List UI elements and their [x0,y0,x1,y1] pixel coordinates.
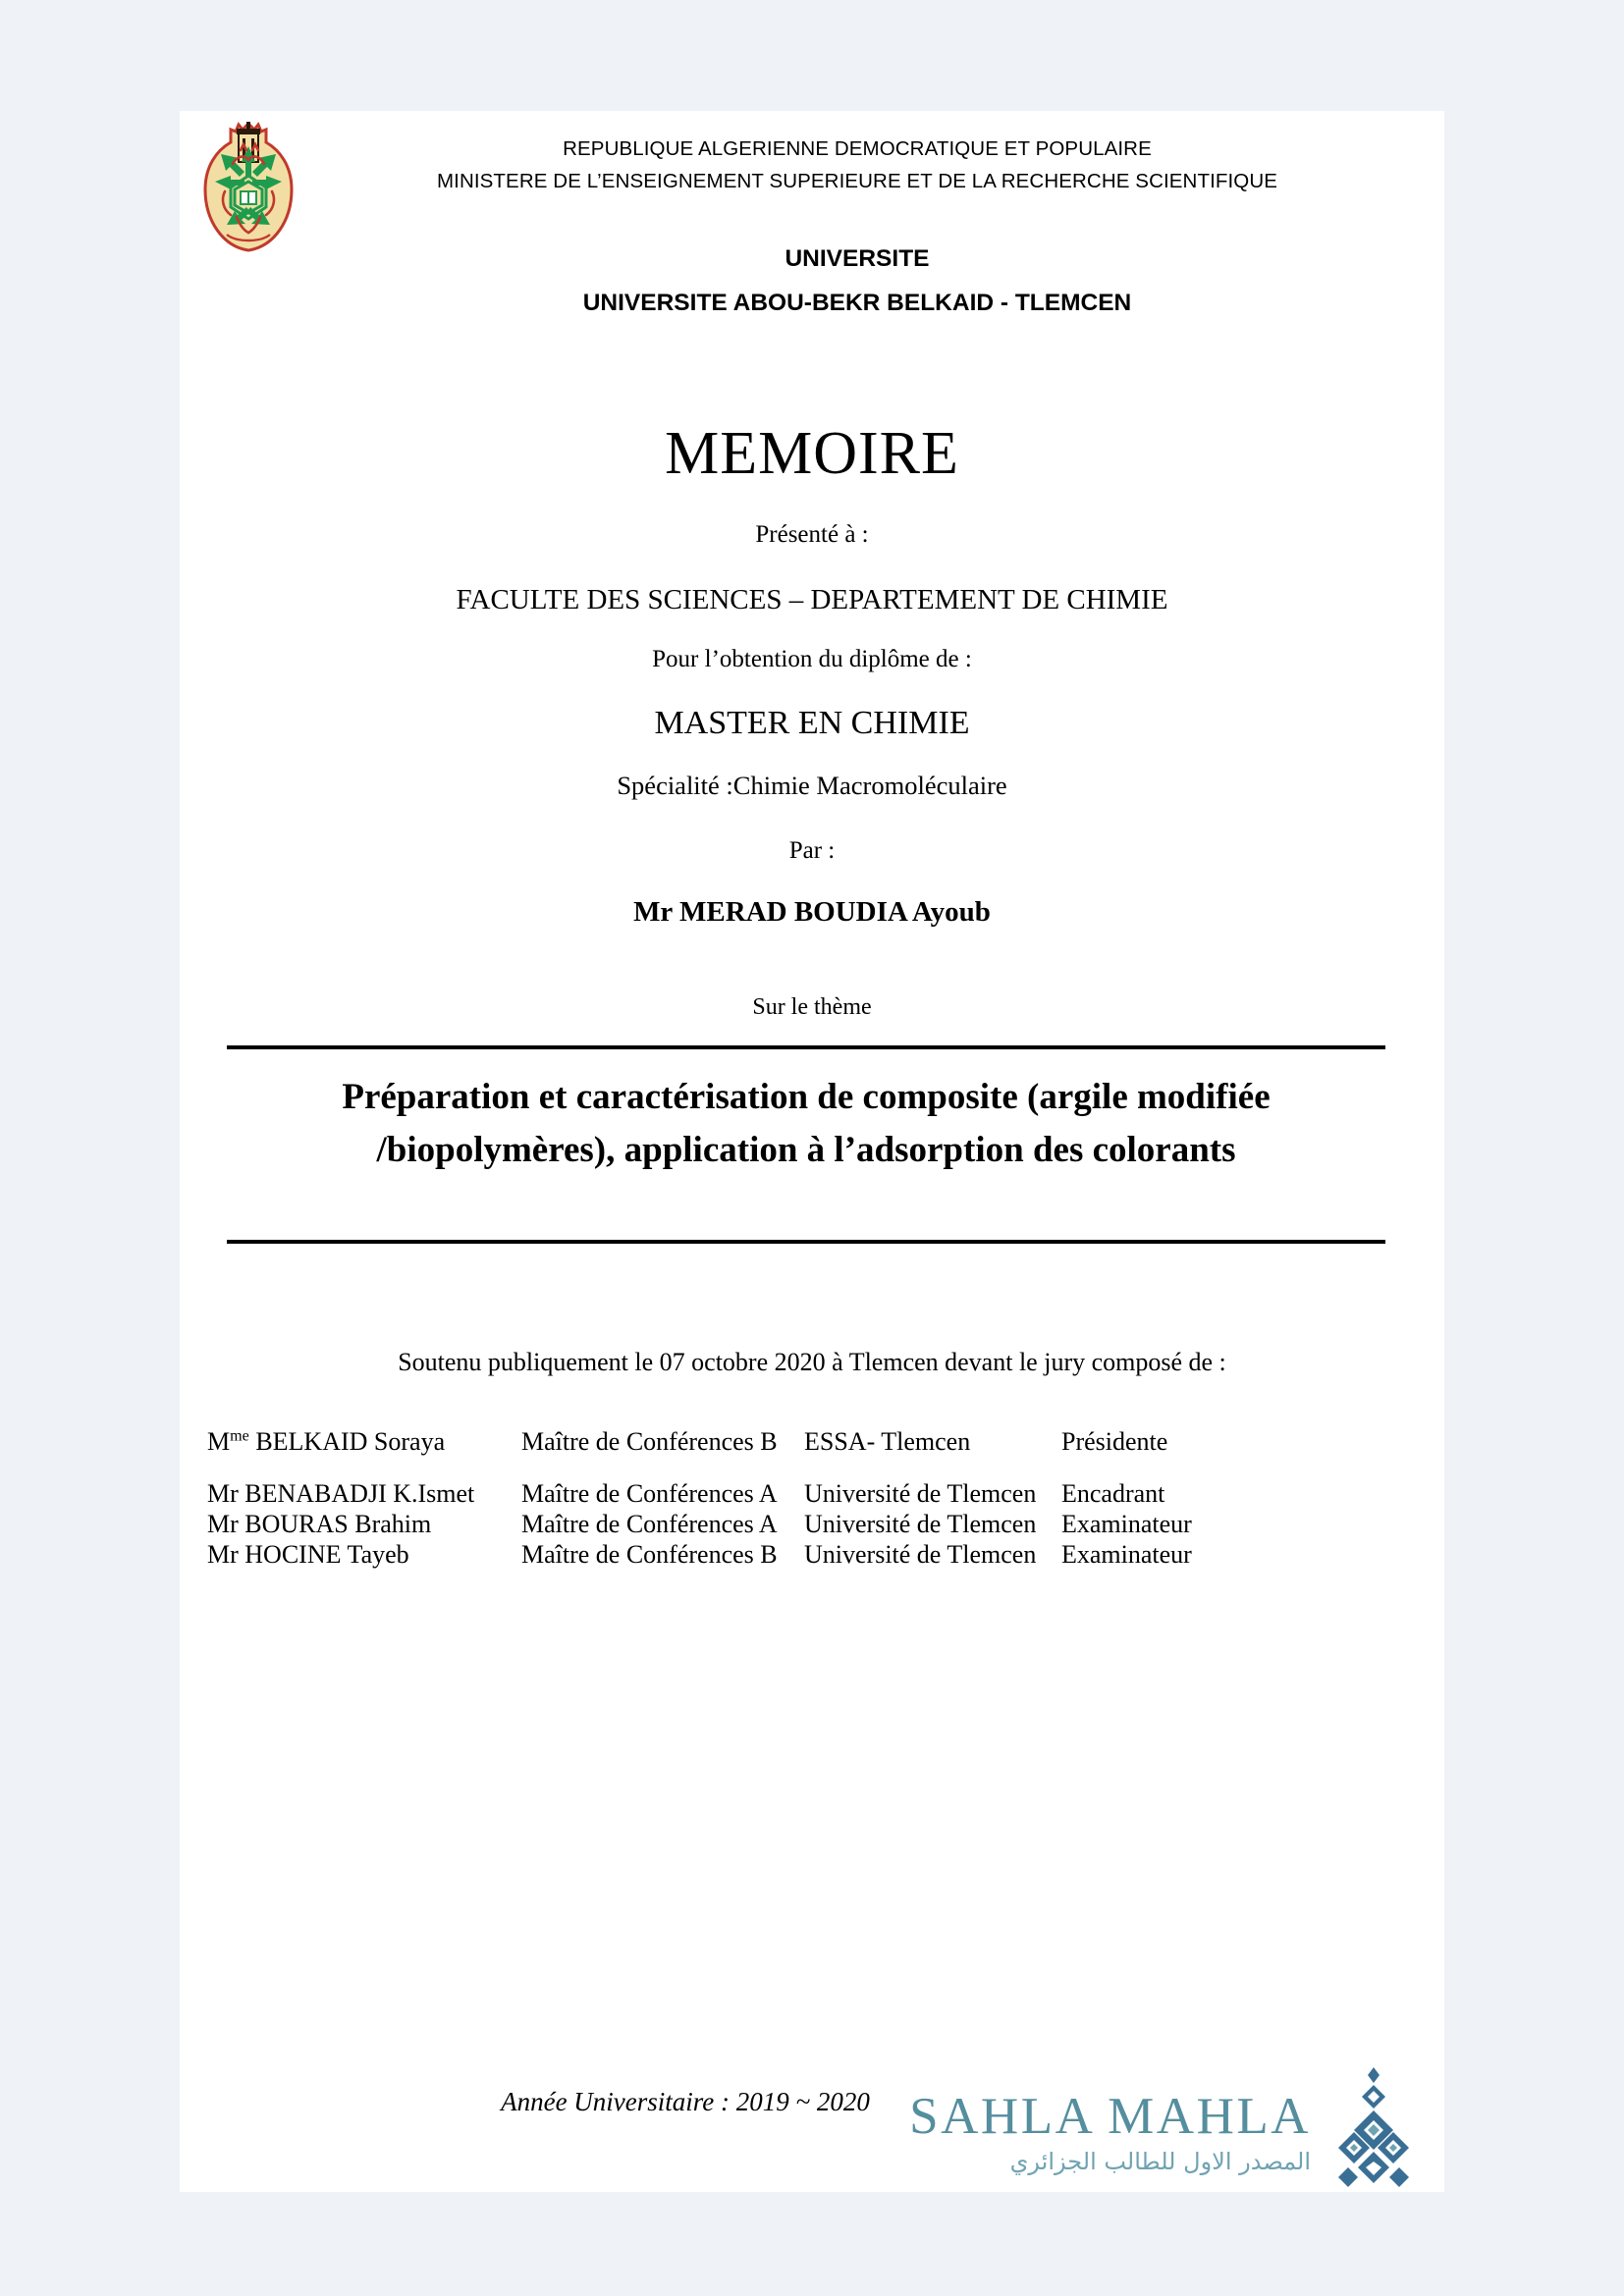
degree-name: MASTER EN CHIMIE [654,705,970,741]
sahla-mahla-watermark [781,2057,1429,2195]
defense-statement: Soutenu publiquement le 07 octobre 2020 à Tlemcen devant le jury composé de : [398,1348,1226,1376]
title-rule-bottom [227,1240,1385,1244]
jury-member-name: Mr HOCINE Tayeb [207,1540,409,1569]
jury-title-prefix: M [207,1427,231,1456]
speciality-line: Spécialité :Chimie Macromoléculaire [617,771,1007,800]
academic-year: Année Universitaire : 2019 ~ 2020 [501,2087,870,2116]
document-page [180,111,1444,2192]
jury-name-text: BELKAID Soraya [248,1427,446,1456]
jury-member-institution: Université de Tlemcen [804,1540,1037,1569]
university-heading [298,237,1417,325]
jury-row [207,1478,1425,1509]
jury-member-name [207,1426,521,1457]
jury-row [207,1539,1425,1570]
document-type-title: MEMOIRE [665,420,959,487]
jury-member-grade: Maître de Conférences B [521,1540,778,1569]
jury-member-grade: Maître de Conférences A [521,1510,778,1538]
ministry-line-2: MINISTERE DE L’ENSEIGNEMENT SUPERIEURE ET DE LA RECHERCHE SCIENTIFIQUE [436,170,1278,192]
theme-label: Sur le thème [752,994,872,1020]
faculty-line: FACULTE DES SCIENCES – DEPARTEMENT DE CHIMIE [456,584,1168,615]
jury-member-role: Examinateur [1061,1510,1192,1538]
jury-member-institution: ESSA- Tlemcen [804,1427,971,1456]
jury-member-name: Mr BENABADJI K.Ismet [207,1479,475,1508]
jury-member-institution: Université de Tlemcen [804,1479,1037,1508]
jury-member-grade: Maître de Conférences A [521,1479,778,1508]
thesis-title: Préparation et caractérisation de composite (argile modifiée /biopolymères), application à l’adsorption des colorants [342,1077,1271,1170]
sahla-mahla-diamond-emblem-icon [1319,2065,1429,2195]
jury-member-role: Présidente [1061,1427,1168,1456]
ministry-heading [298,133,1417,197]
author-name: Mr MERAD BOUDIA Ayoub [633,896,991,928]
jury-row [207,1426,1425,1457]
algeria-university-crest-icon [201,121,296,253]
jury-member-role: Examinateur [1061,1540,1192,1569]
ministry-line-1: REPUBLIQUE ALGERIENNE DEMOCRATIQUE ET POPULAIRE [563,137,1152,160]
jury-table [207,1426,1425,1570]
university-line-2: UNIVERSITE ABOU-BEKR BELKAID - TLEMCEN [582,290,1132,316]
university-line-1: UNIVERSITE [785,245,930,272]
jury-title-superscript: me [230,1427,249,1445]
presented-to-label: Présenté à : [755,521,869,548]
jury-member-name: Mr BOURAS Brahim [207,1510,432,1538]
jury-member-grade: Maître de Conférences B [521,1427,778,1456]
jury-member-role: Encadrant [1061,1479,1165,1508]
jury-row [207,1509,1425,1539]
watermark-brand: SAHLA MAHLA [909,2088,1311,2145]
watermark-tagline: المصدر الاول للطالب الجزائري [1009,2148,1311,2175]
degree-label: Pour l’obtention du diplôme de : [652,646,972,672]
title-rule-top [227,1045,1385,1049]
by-label: Par : [788,837,836,864]
jury-member-institution: Université de Tlemcen [804,1510,1037,1538]
